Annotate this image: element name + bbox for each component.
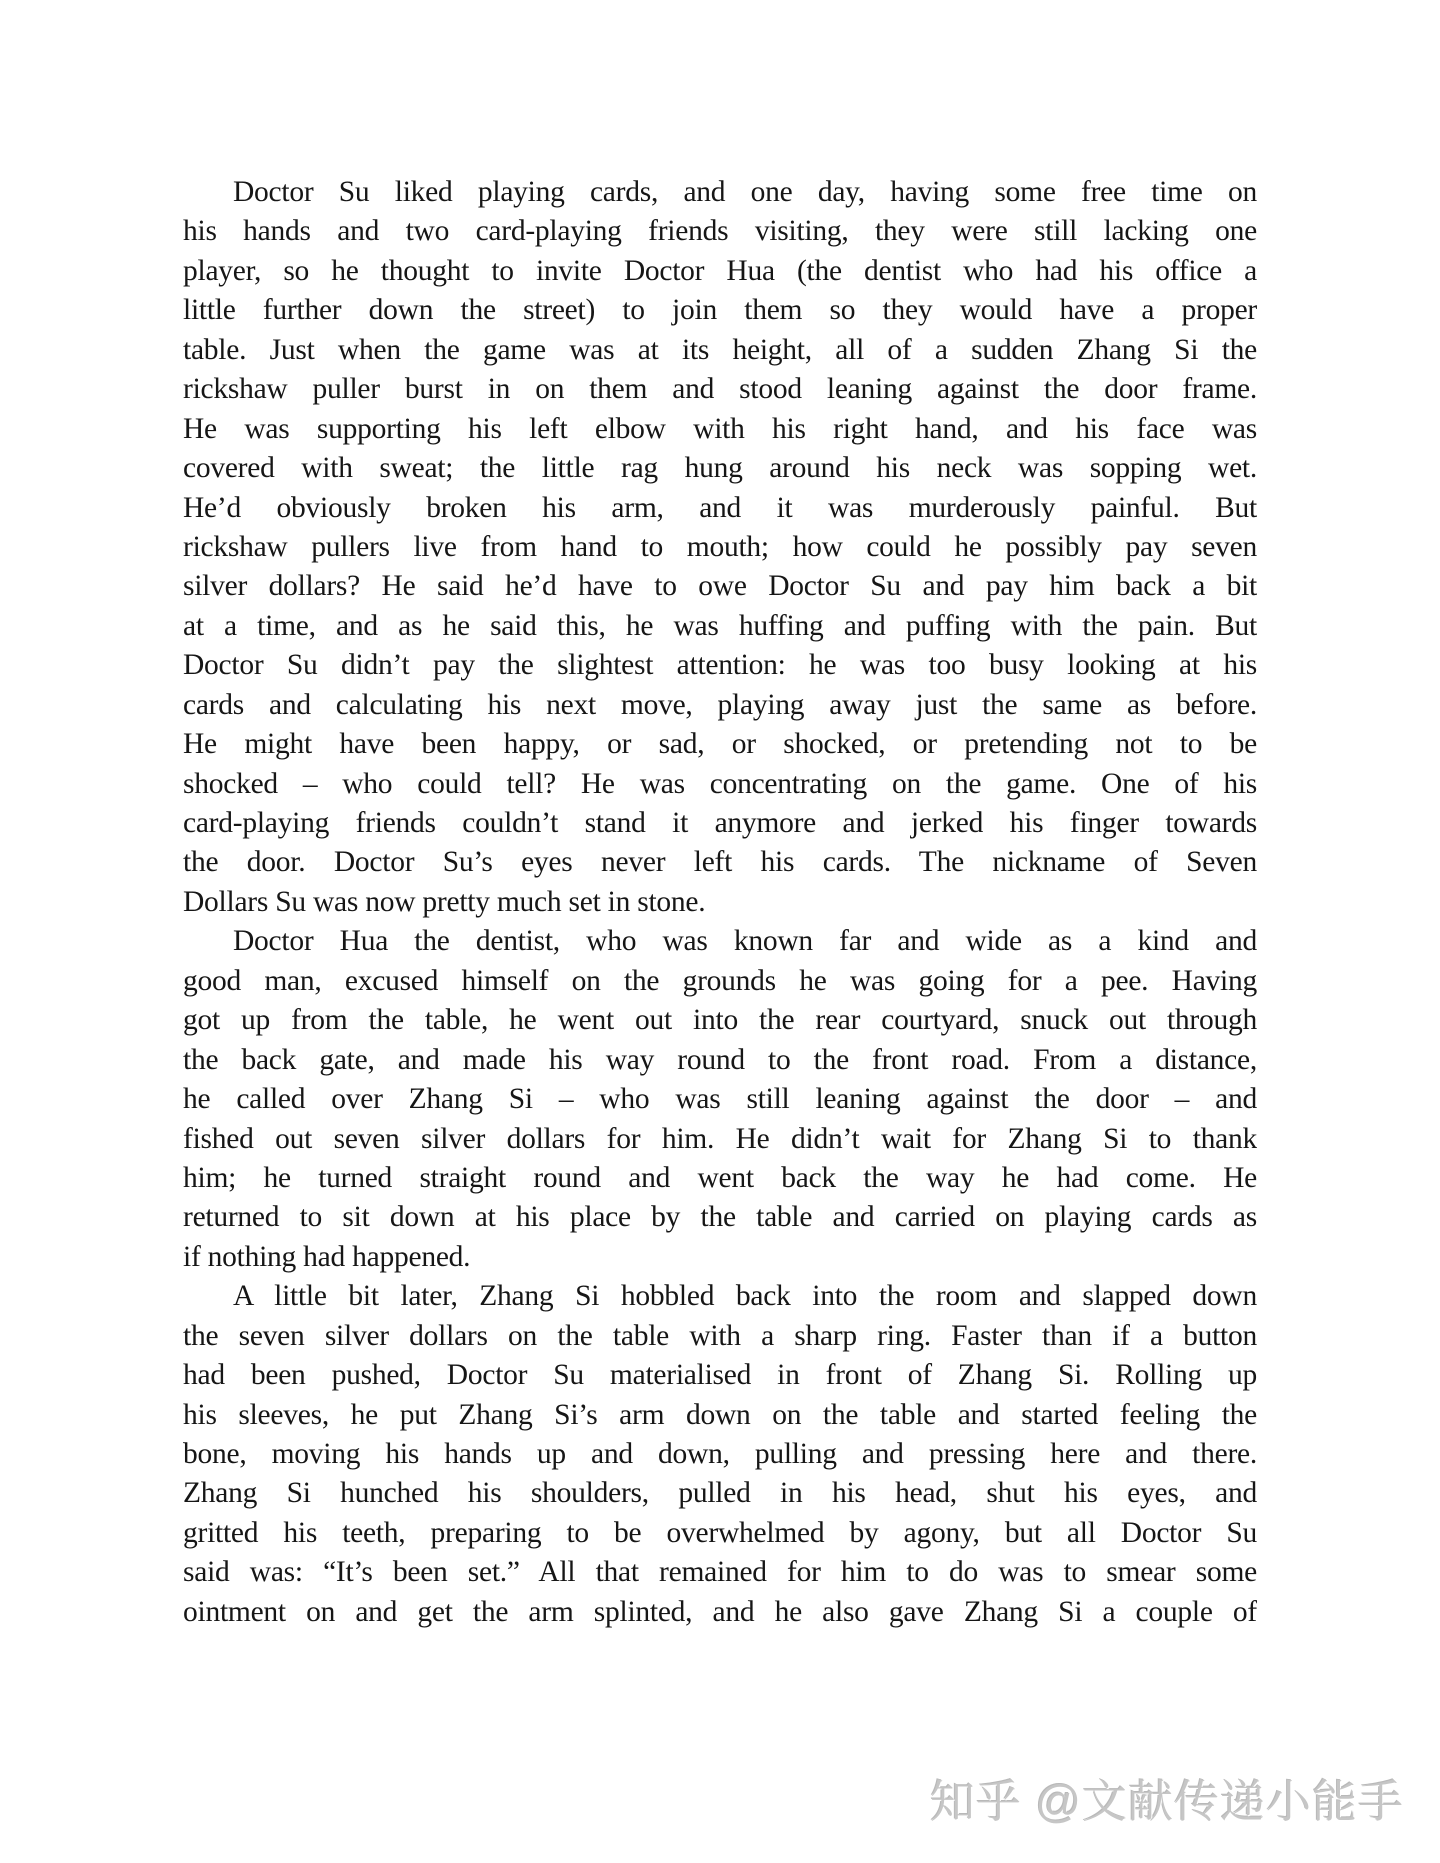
text-line: A little bit later, Zhang Si hobbled back into the room and slapped down	[233, 1280, 1257, 1313]
text-line: his sleeves, he put Zhang Si’s arm down on the table and started feeling the	[183, 1398, 1257, 1431]
text-line: Zhang Si hunched his shoulders, pulled in his head, shut his eyes, and	[183, 1477, 1257, 1510]
text-line: He was supporting his left elbow with his right hand, and his face was	[183, 412, 1257, 445]
watermark: 知乎 @文献传递小能手	[929, 1776, 1404, 1827]
text-line: player, so he thought to invite Doctor Hua (the dentist who had his office a	[183, 254, 1257, 287]
text-line: good man, excused himself on the grounds he was going for a pee. Having	[183, 964, 1257, 997]
paragraph	[183, 1277, 1257, 1632]
text-line: said was: “It’s been set.” All that remained for him to do was to smear some	[183, 1556, 1257, 1589]
text-line: his hands and two card-playing friends visiting, they were still lacking one	[183, 215, 1257, 248]
text-line: Doctor Su liked playing cards, and one day, having some free time on	[233, 176, 1257, 208]
text-line: he called over Zhang Si – who was still leaning against the door – and	[183, 1083, 1257, 1116]
text-line: if nothing had happened.	[183, 1240, 471, 1273]
text-line: the door. Doctor Su’s eyes never left his cards. The nickname of Seven	[183, 846, 1257, 879]
text-line: He might have been happy, or sad, or shocked, or pretending not to be	[183, 728, 1257, 761]
text-line: Doctor Hua the dentist, who was known far and wide as a kind and	[233, 925, 1257, 958]
text-line: silver dollars? He said he’d have to owe Doctor Su and pay him back a bit	[183, 570, 1257, 603]
text-block	[183, 173, 1257, 1632]
paragraph	[183, 922, 1257, 1277]
text-line: ointment on and get the arm splinted, and he also gave Zhang Si a couple of	[183, 1595, 1257, 1628]
text-line: cards and calculating his next move, playing away just the same as before.	[183, 688, 1257, 721]
text-line: at a time, and as he said this, he was huffing and puffing with the pain. But	[183, 609, 1257, 642]
text-line: shocked – who could tell? He was concentrating on the game. One of his	[183, 767, 1257, 800]
text-line: He’d obviously broken his arm, and it was murderously painful. But	[183, 491, 1257, 524]
text-line: card-playing friends couldn’t stand it anymore and jerked his finger towards	[183, 807, 1257, 839]
text-line: Doctor Su didn’t pay the slightest attention: he was too busy looking at his	[183, 649, 1257, 682]
text-line: him; he turned straight round and went back the way he had come. He	[183, 1161, 1257, 1194]
text-line: covered with sweat; the little rag hung around his neck was sopping wet.	[183, 452, 1257, 485]
paragraph	[183, 173, 1257, 922]
text-line: had been pushed, Doctor Su materialised in front of Zhang Si. Rolling up	[183, 1359, 1257, 1392]
text-line: fished out seven silver dollars for him. He didn’t wait for Zhang Si to thank	[183, 1122, 1257, 1155]
text-line: the back gate, and made his way round to the front road. From a distance,	[183, 1043, 1257, 1076]
text-line: bone, moving his hands up and down, pulling and pressing here and there.	[183, 1438, 1257, 1470]
text-line: table. Just when the game was at its height, all of a sudden Zhang Si the	[183, 333, 1257, 366]
text-line: the seven silver dollars on the table with a sharp ring. Faster than if a button	[183, 1319, 1257, 1352]
text-line: gritted his teeth, preparing to be overwhelmed by agony, but all Doctor Su	[183, 1516, 1257, 1549]
text-line: got up from the table, he went out into the rear courtyard, snuck out through	[183, 1004, 1257, 1037]
text-line: little further down the street) to join them so they would have a proper	[183, 294, 1257, 327]
text-line: Dollars Su was now pretty much set in stone.	[183, 885, 706, 918]
text-line: rickshaw puller burst in on them and stood leaning against the door frame.	[183, 373, 1257, 406]
text-line: rickshaw pullers live from hand to mouth; how could he possibly pay seven	[183, 530, 1257, 563]
text-line: returned to sit down at his place by the table and carried on playing cards as	[183, 1201, 1257, 1234]
